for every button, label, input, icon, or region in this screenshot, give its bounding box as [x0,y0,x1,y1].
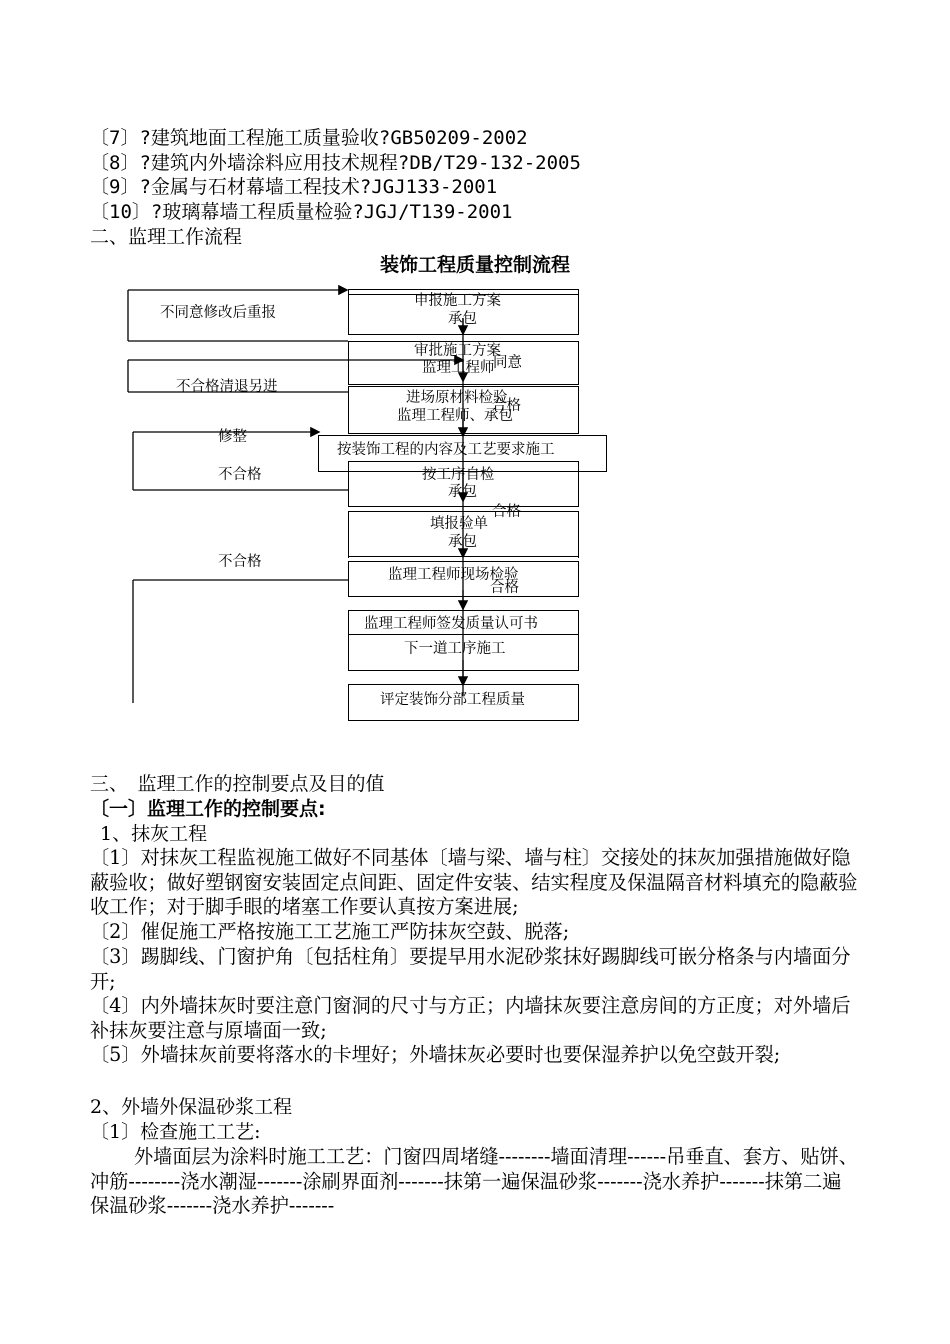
plastering-point-1: 〔1〕对抹灰工程监视施工做好不同基体〔墙与梁、墙与柱〕交接处的抹灰加强措施做好隐蔽验收；做好塑钢窗安装固定点间距、固定件安装、结实程度及保温隔音材料填充的隐蔽验收工作；对于脚手眼的堵塞工作要认真按方案进展; [90,846,858,918]
subsection-heading-control-points: 〔一〕监理工作的控制要点: [90,798,326,820]
section-heading-control-points: 三、 监理工作的控制要点及目的值 [90,773,385,795]
flowchart-title: 装饰工程质量控制流程 [379,254,570,276]
plastering-point-5: 〔5〕外墙抹灰前要将落水的卡埋好；外墙抹灰必要时也要保湿养护以免空鼓开裂; [90,1043,781,1066]
flow-text-s7-side: 合格 [490,580,519,596]
flow-text-s6-line1: 填报验单 [430,516,488,532]
plastering-point-4: 〔4〕内外墙抹灰时要注意门窗洞的尺寸与方正；内墙抹灰要注意房间的方正度；对外墙后补抹灰要注意与原墙面一致; [90,994,851,1042]
flow-text-s1-line2: 承包 [448,311,477,327]
flow-text-s2-line2: 监理工程师 [422,360,495,376]
standard-item-7: 〔7〕?建筑地面工程施工质量验收?GB50209-2002 [90,127,528,149]
insulation-point-1: 〔1〕检查施工工艺: [90,1121,261,1143]
flow-text-s5-side: 合格 [492,504,521,520]
flow-text-s10: 评定装饰分部工程质量 [380,692,525,708]
flow-text-s4: 按装饰工程的内容及工艺要求施工 [337,442,555,458]
flow-text-s6-line2: 承包 [448,534,477,550]
flow-text-s5-line2: 承包 [448,484,477,500]
flow-text-s1-line1: 申报施工方案 [414,293,501,309]
flow-label-unqualified-1: 不合格 [218,467,262,483]
section-heading-workflow: 二、监理工作流程 [90,226,243,248]
standard-item-9: 〔9〕?金属与石材幕墙工程技术?JGJ133-2001 [90,176,498,198]
flow-text-s5-line1: 按工序自检 [422,467,495,483]
flow-label-unqualified-2: 不合格 [218,554,262,570]
flow-label-unqualified-return: 不合格清退另进 [176,379,278,395]
plastering-point-2: 〔2〕催促施工严格按施工工艺施工严防抹灰空鼓、脱落; [90,920,570,943]
flow-text-s8: 监理工程师签发质量认可书 [364,616,538,632]
flow-text-s3-side: 合格 [492,398,521,414]
flow-label-rectify: 修整 [218,429,247,445]
flow-text-s9: 下一道工序施工 [404,641,506,657]
standard-item-8: 〔8〕?建筑内外墙涂料应用技术规程?DB/T29-132-2005 [90,152,581,174]
plastering-point-3: 〔3〕踢脚线、门窗护角〔包括柱角〕要提早用水泥砂浆抹好踢脚线可嵌分格条与内墙面分开; [90,945,851,993]
standard-item-10: 〔10〕?玻璃幕墙工程质量检验?JGJ/T139-2001 [90,201,513,223]
insulation-process-steps: 外墙面层为涂料时施工工艺：门窗四周堵缝--------墙面清理------吊垂直、套方、贴饼、冲筋--------浇水潮湿-------涂刷界面剂-------抹第一遍保温砂浆-------浇水养护-------抹第二遍保温砂浆-------浇水养护------- [90,1145,858,1217]
flow-step-quality-cert-divider [348,634,579,635]
flow-text-s3-line2: 监理工程师、承包 [397,408,513,424]
flow-text-s7: 监理工程师现场检验 [388,567,519,583]
item-heading-insulation-mortar: 2、外墙外保温砂浆工程 [90,1096,293,1118]
flow-text-s3-line1: 进场原材料检验 [406,390,508,406]
flow-label-reject-resubmit: 不同意修改后重报 [160,305,276,321]
flow-text-s2-line1: 审批施工方案 [414,343,501,359]
flow-text-s2-side: 同意 [493,355,522,371]
item-heading-plastering: 1、抹灰工程 [100,823,208,845]
